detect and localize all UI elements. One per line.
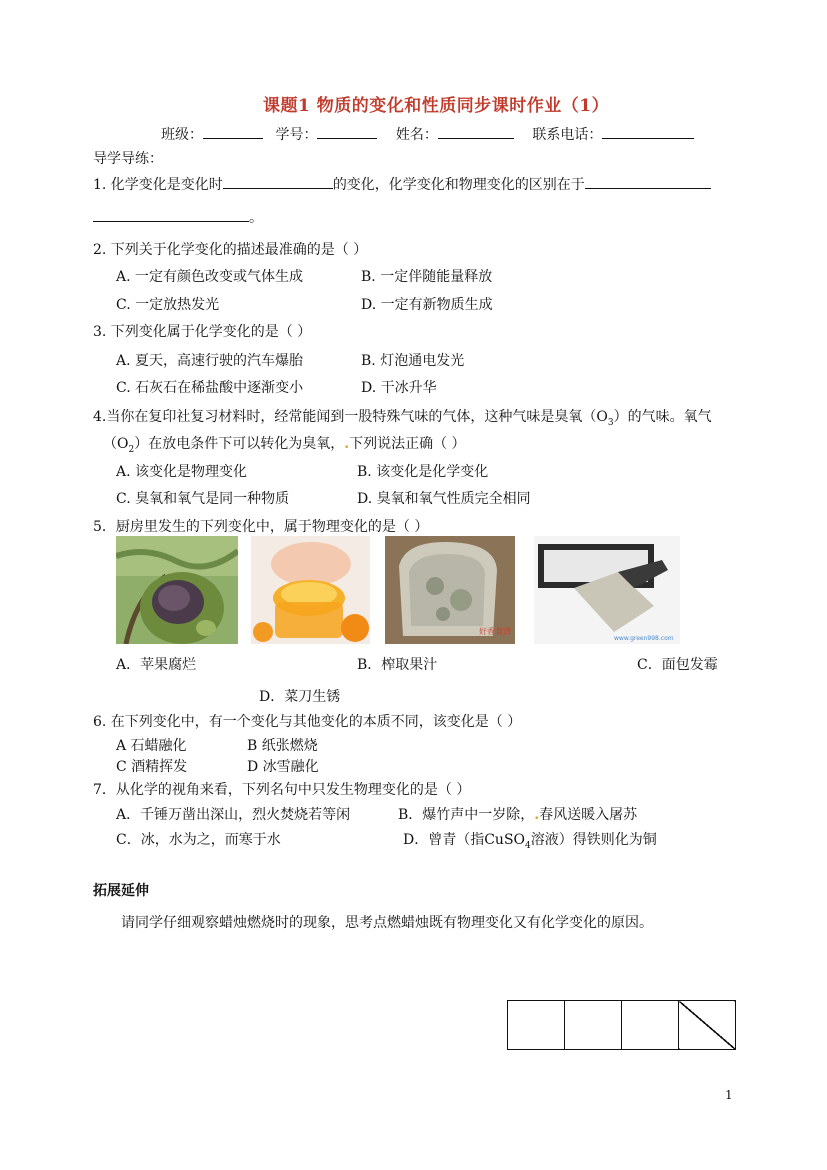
page-title: 课题1 物质的变化和性质同步课时作业（1） bbox=[263, 96, 610, 116]
q5-option-b[interactable]: B．榨取果汁 bbox=[357, 657, 438, 673]
q6-option-c[interactable]: C 酒精挥发 bbox=[116, 759, 188, 775]
q4-option-c[interactable]: C. 臭氧和氧气是同一种物质 bbox=[116, 491, 290, 507]
knife-photo bbox=[534, 536, 680, 644]
q1-text-c: 的区别在于 bbox=[514, 177, 585, 193]
phone-label: 联系电话： bbox=[532, 127, 603, 143]
q1-blank-3[interactable] bbox=[93, 207, 249, 222]
question-7-stem: 7．从化学的视角来看，下列名句中只发生物理变化的是（ ） bbox=[93, 782, 471, 798]
number-label: 学号： bbox=[275, 127, 318, 143]
mark-dot: . bbox=[344, 436, 350, 452]
question-1-line-1 bbox=[93, 174, 711, 194]
phone-blank[interactable] bbox=[602, 124, 694, 139]
question-4-line-1 bbox=[93, 406, 712, 428]
grading-table bbox=[507, 1000, 736, 1050]
q7-option-d-text-b: 溶液）得铁则化为铜 bbox=[530, 832, 657, 848]
grade-cell[interactable] bbox=[622, 1001, 679, 1050]
question-3-stem: 3. 下列变化属于化学变化的是（ ） bbox=[93, 324, 312, 340]
q7-option-c[interactable]: C．冰，水为之，而寒于水 bbox=[116, 832, 281, 848]
q4-option-b[interactable]: B. 该变化是化学变化 bbox=[357, 464, 489, 480]
bread-photo-caption: 好香食谱 bbox=[479, 627, 511, 636]
q6-option-a[interactable]: A 石蜡融化 bbox=[116, 738, 187, 754]
knife-photo-caption: www.green998.com bbox=[614, 635, 674, 642]
rotten-apple-photo bbox=[116, 536, 238, 644]
grade-cell-diagonal[interactable] bbox=[679, 1001, 736, 1050]
q3-option-d[interactable]: D. 干冰升华 bbox=[361, 380, 437, 396]
extension-heading: 拓展延伸 bbox=[93, 883, 149, 899]
orange-juice-photo bbox=[251, 536, 370, 644]
q1-end: 。 bbox=[249, 210, 263, 226]
number-blank[interactable] bbox=[317, 124, 377, 139]
q3-option-c[interactable]: C. 石灰石在稀盐酸中逐渐变小 bbox=[116, 380, 304, 396]
q2-option-a[interactable]: A. 一定有颜色改变或气体生成 bbox=[116, 269, 304, 285]
q7-option-d[interactable] bbox=[403, 829, 657, 851]
name-label: 姓名： bbox=[395, 127, 438, 143]
q4-option-a[interactable]: A. 该变化是物理变化 bbox=[116, 464, 248, 480]
question-4-line-2 bbox=[103, 433, 466, 455]
q4-option-d[interactable]: D. 臭氧和氧气性质完全相同 bbox=[357, 491, 531, 507]
q7-option-d-text-a: D．曾青（指CuSO bbox=[403, 832, 526, 848]
extension-text: 请同学仔细观察蜡烛燃烧时的现象，思考点燃蜡烛既有物理变化又有化学变化的原因。 bbox=[121, 915, 653, 931]
q3-option-a[interactable]: A. 夏天，高速行驶的汽车爆胎 bbox=[116, 353, 304, 369]
q6-option-b[interactable]: B 纸张燃烧 bbox=[247, 738, 318, 754]
question-1-line-2 bbox=[93, 207, 263, 227]
q4-text-e: 下列说法正确（ ） bbox=[349, 436, 466, 452]
q5-option-d[interactable]: D．菜刀生锈 bbox=[259, 689, 341, 705]
q3-option-b[interactable]: B. 灯泡通电发光 bbox=[361, 353, 465, 369]
q5-option-c[interactable]: C．面包发霉 bbox=[637, 657, 718, 673]
q4-sub-3: 3 bbox=[607, 417, 614, 428]
q2-option-b[interactable]: B. 一定伴随能量释放 bbox=[361, 269, 493, 285]
q4-text-d: ）在放电条件下可以转化为臭氧， bbox=[134, 436, 345, 452]
q1-text-b: 的变化，化学变化和物理变化 bbox=[332, 177, 515, 193]
class-blank[interactable] bbox=[203, 124, 263, 139]
q4-text-a: 4.当你在复印社复习材料时，经常能闻到一股特殊气味的气体，这种气味是臭氧（O bbox=[93, 409, 608, 425]
q7-sub-4: 4 bbox=[525, 840, 531, 851]
question-5-stem: 5．厨房里发生的下列变化中，属于物理变化的是（ ） bbox=[93, 519, 429, 535]
q4-sub-2: 2 bbox=[128, 444, 135, 455]
q6-option-d[interactable]: D 冰雪融化 bbox=[247, 759, 319, 775]
student-info-line bbox=[161, 124, 694, 144]
q7-option-b[interactable] bbox=[398, 804, 637, 824]
guide-label: 导学导练： bbox=[93, 151, 163, 167]
q1-blank-2[interactable] bbox=[585, 174, 711, 189]
moldy-bread-photo bbox=[385, 536, 515, 644]
q2-option-d[interactable]: D. 一定有新物质生成 bbox=[361, 297, 493, 313]
q4-text-b: ）的气味。氧气 bbox=[613, 409, 712, 425]
class-label: 班级： bbox=[161, 127, 203, 143]
q1-blank-1[interactable] bbox=[223, 174, 333, 189]
question-6-stem: 6. 在下列变化中，有一个变化与其他变化的本质不同，该变化是（ ） bbox=[93, 714, 522, 730]
q7-option-b-text-a: B．爆竹声中一岁除， bbox=[398, 807, 535, 823]
question-2-stem: 2. 下列关于化学变化的描述最准确的是（ ） bbox=[93, 242, 368, 258]
q7-option-b-text-b: 春风送暖入屠苏 bbox=[539, 807, 638, 823]
q5-option-a[interactable]: A．苹果腐烂 bbox=[116, 657, 197, 673]
q1-text-a: 1. 化学变化是变化时 bbox=[93, 177, 223, 193]
mark-dot: . bbox=[534, 807, 540, 823]
q7-option-a[interactable]: A．千锤万凿出深山，烈火焚烧若等闲 bbox=[116, 807, 351, 823]
page-number: 1 bbox=[725, 1088, 733, 1102]
q4-text-c: （O bbox=[103, 436, 129, 452]
grade-cell[interactable] bbox=[565, 1001, 622, 1050]
q2-option-c[interactable]: C. 一定放热发光 bbox=[116, 297, 220, 313]
name-blank[interactable] bbox=[438, 124, 514, 139]
grade-cell[interactable] bbox=[508, 1001, 565, 1050]
